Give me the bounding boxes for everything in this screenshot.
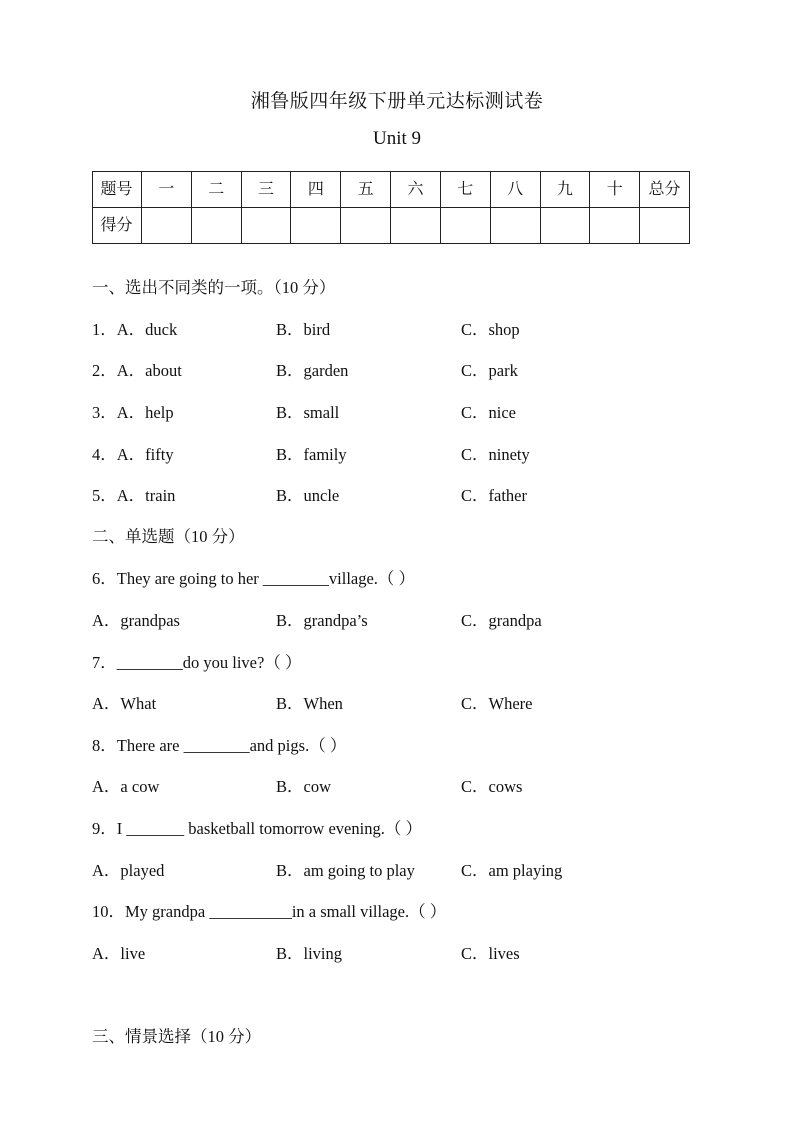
option-c: C．grandpa [461, 611, 542, 630]
option-c: C．park [461, 361, 518, 380]
score-table-cell: 四 [291, 172, 341, 208]
option-c: C．nice [461, 403, 516, 422]
page-subtitle: Unit 9 [372, 128, 422, 149]
option-a: 4．A．fifty [92, 445, 174, 464]
score-input-cell[interactable] [540, 208, 590, 244]
option-a: 5．A．train [92, 486, 176, 505]
score-table-cell: 三 [241, 172, 291, 208]
option-a: 3．A．help [92, 403, 174, 422]
score-input-cell[interactable] [142, 208, 192, 244]
option-b: B．When [276, 694, 343, 713]
score-table-cell: 总分 [640, 172, 690, 208]
section1-heading: 一、选出不同类的一项。（10 分） [92, 278, 336, 297]
option-a: A．played [92, 861, 165, 880]
score-input-cell[interactable] [291, 208, 341, 244]
score-input-cell[interactable] [440, 208, 490, 244]
option-b: B．garden [276, 361, 349, 380]
question-text: 7．________do you live?（ ） [92, 653, 302, 672]
score-table-cell: 一 [142, 172, 192, 208]
option-b: B．uncle [276, 486, 340, 505]
option-b: B．grandpa’s [276, 611, 368, 630]
score-row-label: 得分 [93, 208, 142, 244]
option-b: B．living [276, 944, 343, 963]
score-table-cell: 八 [490, 172, 540, 208]
score-table [92, 171, 690, 244]
option-a: A．a cow [92, 777, 160, 796]
option-c: C．ninety [461, 445, 530, 464]
score-input-cell[interactable] [391, 208, 441, 244]
option-c: C．shop [461, 320, 520, 339]
score-table-cell: 九 [540, 172, 590, 208]
score-input-cell[interactable] [191, 208, 241, 244]
score-table-cell: 二 [191, 172, 241, 208]
page-title: 湘鲁版四年级下册单元达标测试卷 [250, 91, 544, 112]
option-c: C．lives [461, 944, 520, 963]
score-table-score-row [93, 208, 690, 244]
question-text: 6．They are going to her ________village.（ ） [92, 569, 416, 588]
option-c: C．am playing [461, 861, 563, 880]
option-b: B．bird [276, 320, 331, 339]
option-b: B．family [276, 445, 347, 464]
score-input-cell[interactable] [241, 208, 291, 244]
section3-heading: 三、情景选择（10 分） [92, 1027, 262, 1046]
option-a: A．grandpas [92, 611, 180, 630]
option-b: B．am going to play [276, 861, 415, 880]
score-table-header-row [93, 172, 690, 208]
score-table-cell: 五 [341, 172, 391, 208]
option-a: 2．A．about [92, 361, 182, 380]
option-c: C．Where [461, 694, 533, 713]
score-input-cell[interactable] [490, 208, 540, 244]
score-input-cell[interactable] [640, 208, 690, 244]
option-c: C．father [461, 486, 527, 505]
question-text: 10．My grandpa __________in a small village.（ ） [92, 902, 447, 921]
score-table-cell: 六 [391, 172, 441, 208]
score-table-cell: 十 [590, 172, 640, 208]
option-b: B．cow [276, 777, 331, 796]
question-text: 9．I _______ basketball tomorrow evening.（ ） [92, 819, 422, 838]
option-a: A．live [92, 944, 146, 963]
option-a: A．What [92, 694, 157, 713]
option-c: C．cows [461, 777, 523, 796]
option-b: B．small [276, 403, 340, 422]
score-table-cell: 题号 [93, 172, 142, 208]
score-input-cell[interactable] [341, 208, 391, 244]
score-table-cell: 七 [440, 172, 490, 208]
section2-heading: 二、单选题（10 分） [92, 527, 245, 546]
option-a: 1．A．duck [92, 320, 178, 339]
score-input-cell[interactable] [590, 208, 640, 244]
question-text: 8．There are ________and pigs.（ ） [92, 736, 347, 755]
